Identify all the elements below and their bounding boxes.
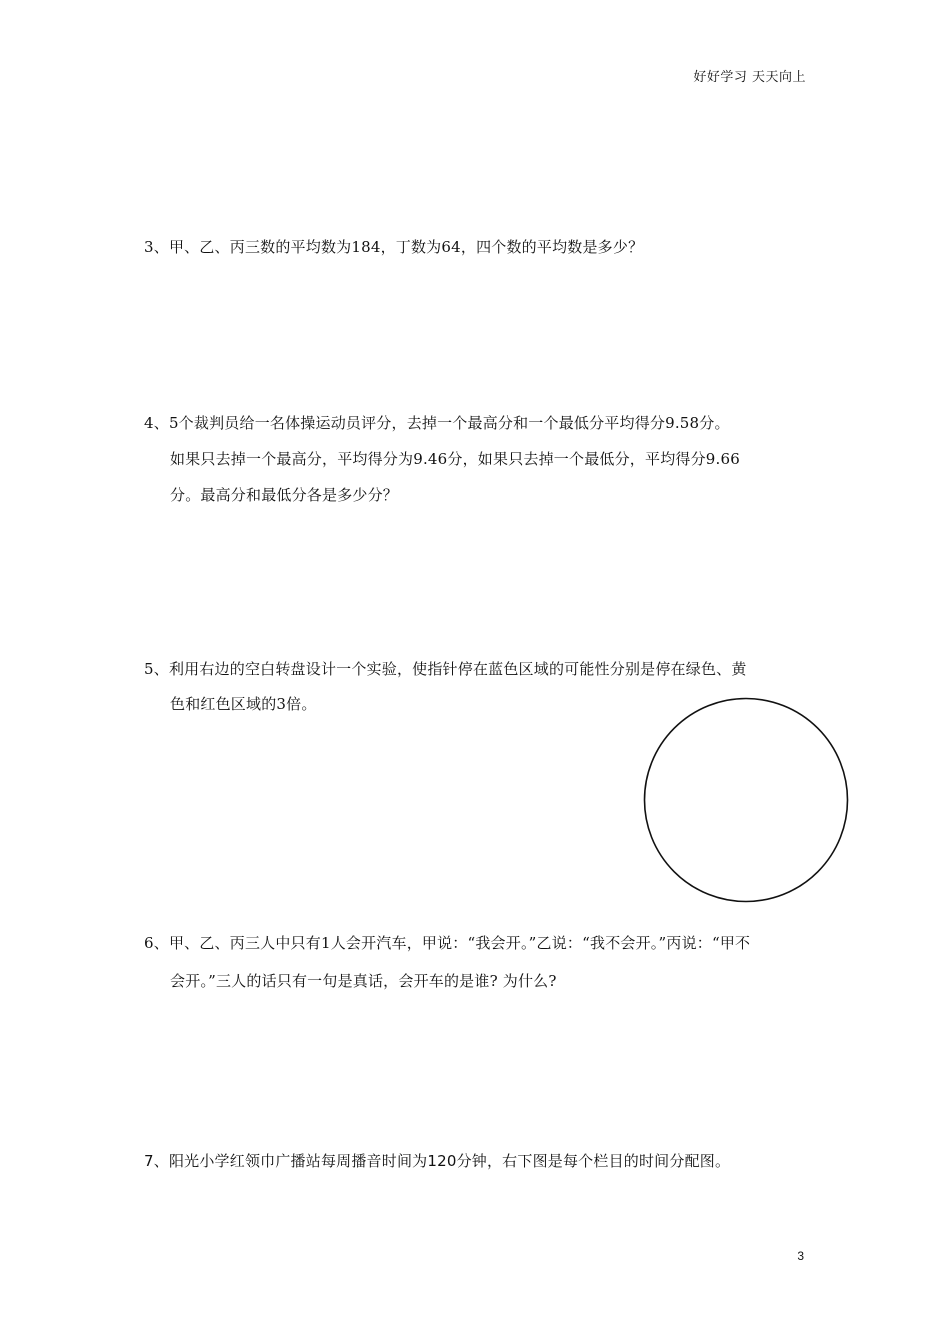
question-4-line-2: 如果只去掉一个最高分，平均得分为9.46分，如果只去掉一个最低分，平均得分9.66 — [170, 450, 741, 468]
blank-spinner-circle — [643, 697, 849, 903]
question-5-line-1: 5、利用右边的空白转盘设计一个实验，使指针停在蓝色区域的可能性分别是停在绿色、黄 — [144, 660, 747, 678]
question-6-line-2: 会开。”三人的话只有一句是真话，会开车的是谁? 为什么? — [170, 972, 557, 990]
question-3-line-1: 3、甲、乙、丙三数的平均数为184，丁数为64，四个数的平均数是多少？ — [144, 238, 644, 256]
question-5-line-2: 色和红色区域的3倍。 — [170, 695, 317, 713]
question-6-line-1: 6、甲、乙、丙三人中只有1人会开汽车，甲说：“我会开。”乙说：“我不会开。”丙说：“甲不 — [144, 934, 751, 952]
question-4-line-3: 分。最高分和最低分各是多少分？ — [170, 486, 399, 504]
question-7-line-1: 7、阳光小学红领巾广播站每周播音时间为120分钟，右下图是每个栏目的时间分配图。 — [144, 1152, 731, 1170]
page-header: 好好学习 天天向上 — [693, 70, 806, 85]
page-number: 3 — [797, 1249, 804, 1263]
question-4-line-1: 4、5个裁判员给一名体操运动员评分，去掉一个最高分和一个最低分平均得分9.58分。 — [144, 414, 730, 432]
